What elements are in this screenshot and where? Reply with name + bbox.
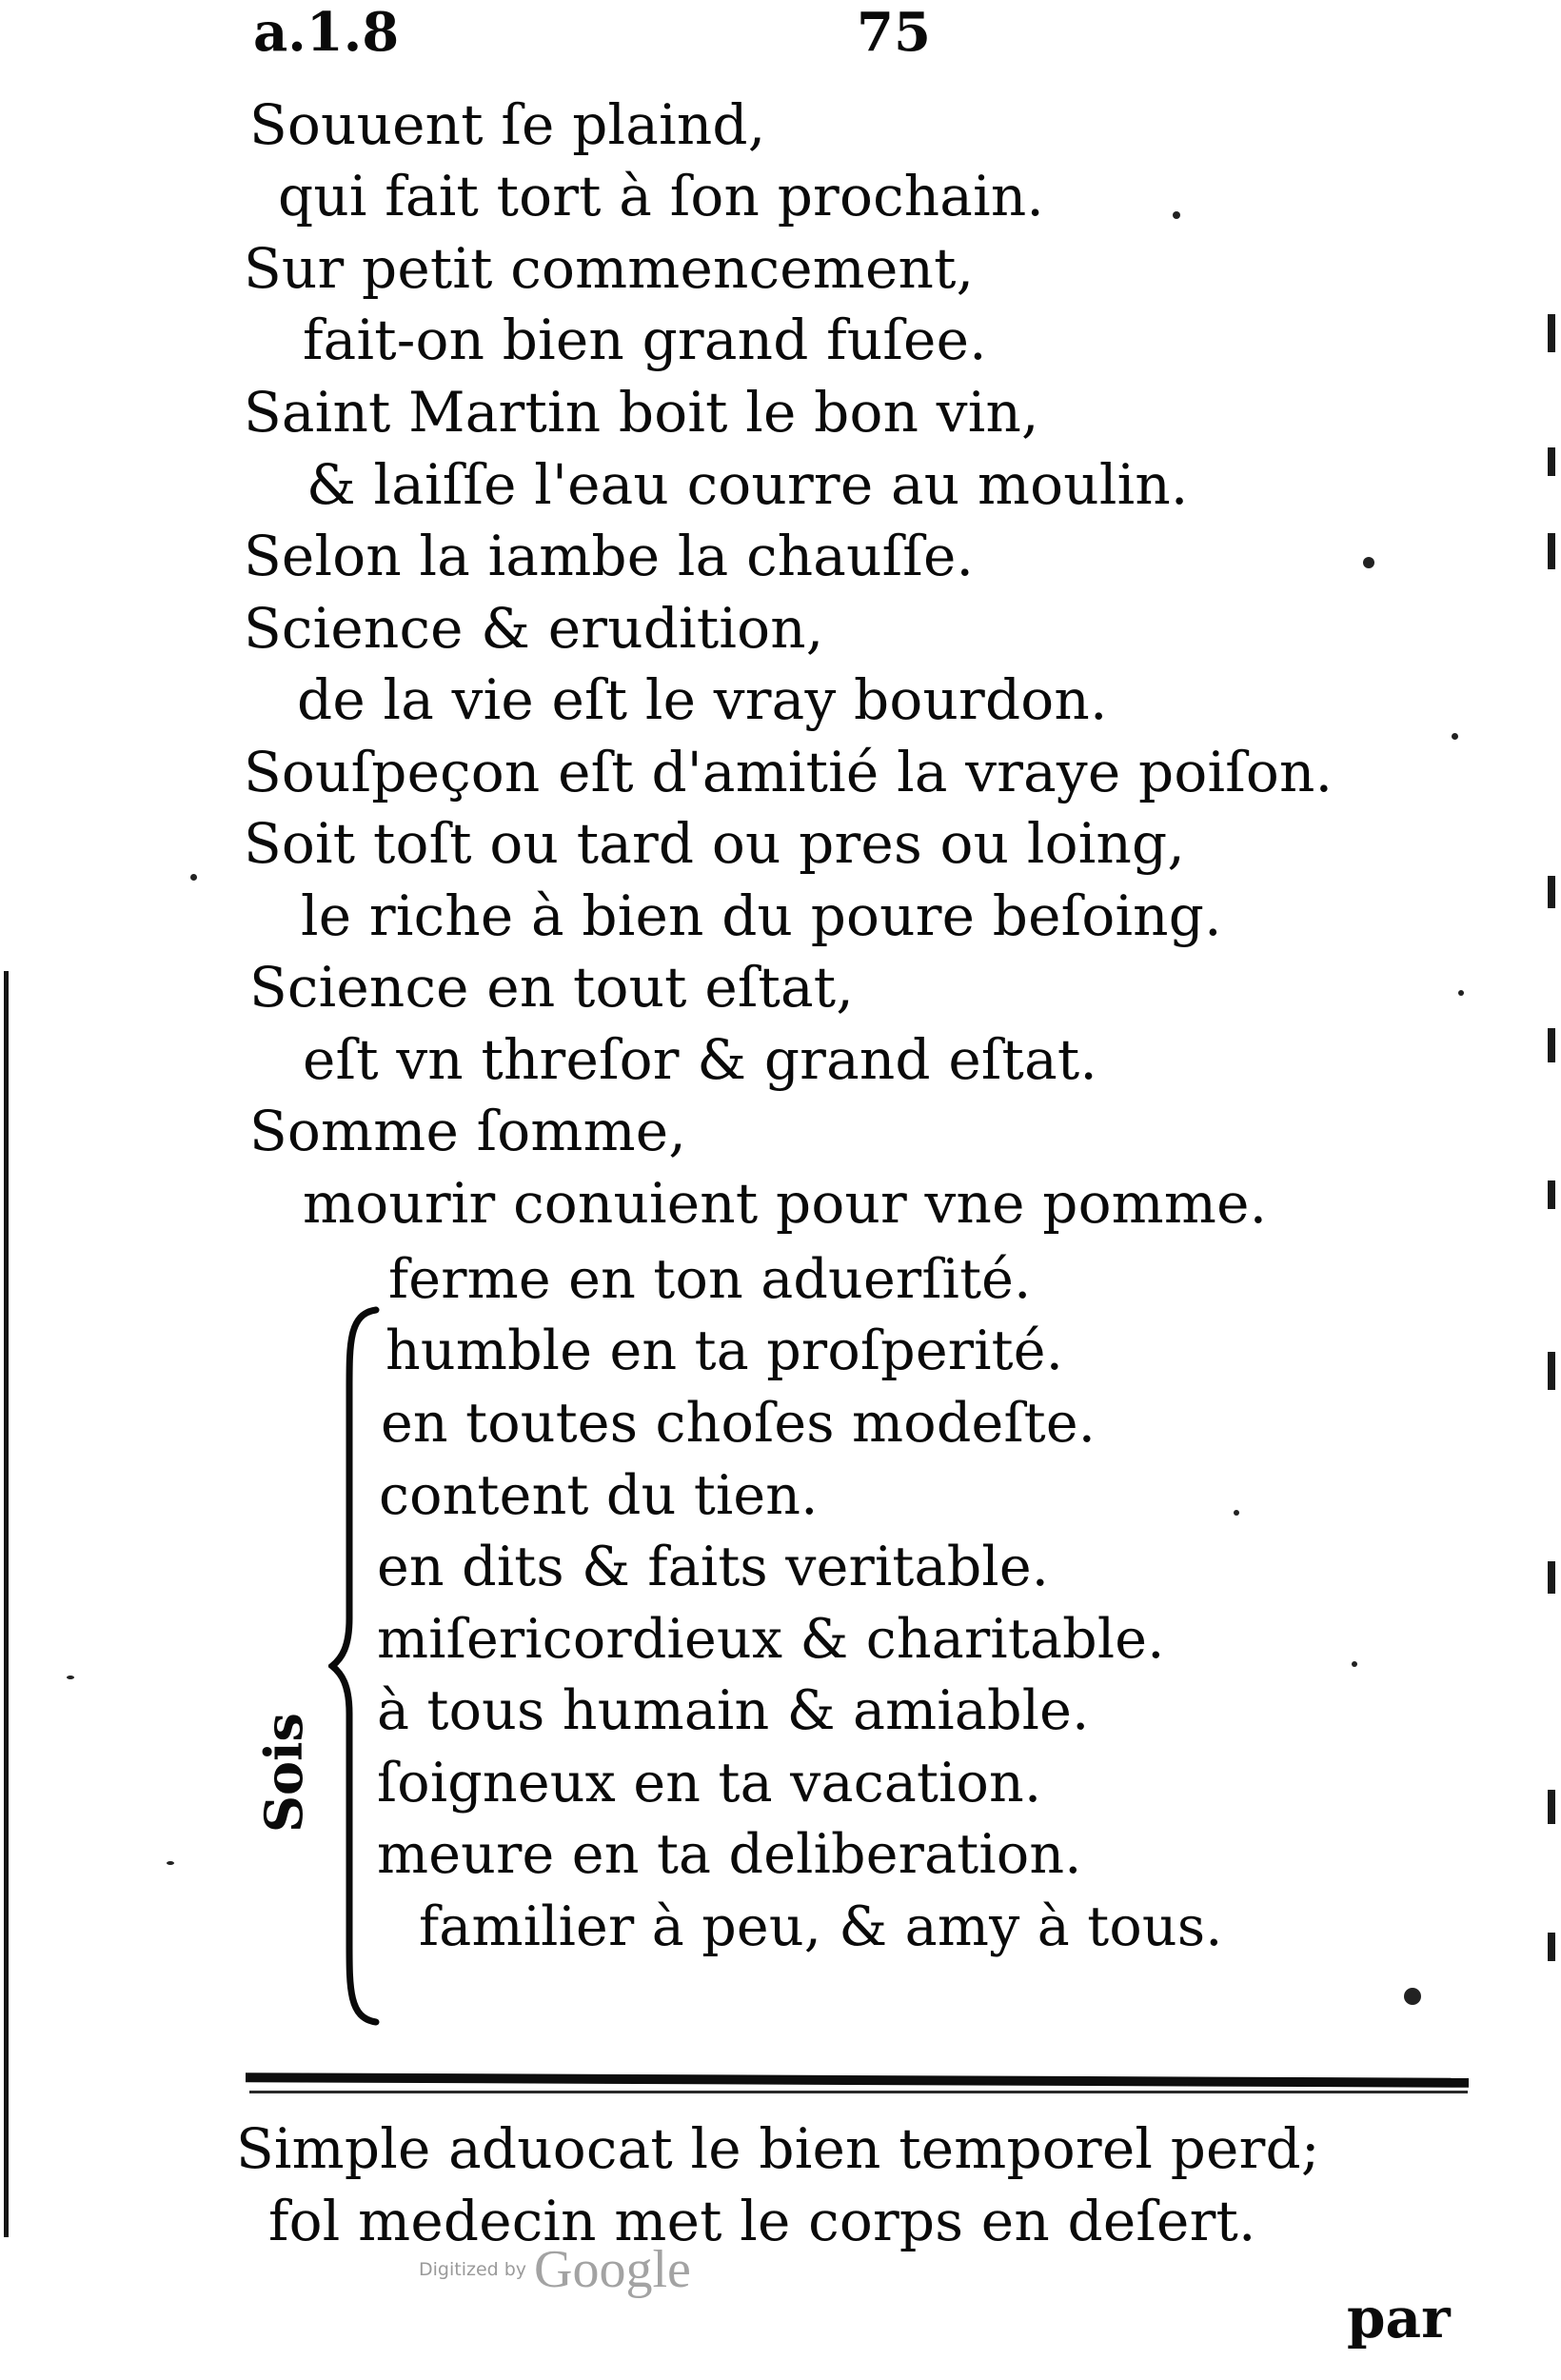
ink-speck	[1363, 557, 1374, 568]
proverb-line: de la vie eſt le vray bourdon.	[297, 667, 1108, 732]
folio-number: 75	[857, 1, 931, 64]
section-rule	[246, 2073, 1469, 2088]
ink-speck	[1173, 211, 1180, 219]
section-rule-thin	[249, 2091, 1468, 2093]
proverb-line: Souſpeçon eſt d'amitié la vraye poiſon.	[244, 740, 1334, 804]
proverb-line: qui fait tort à ſon prochain.	[278, 164, 1045, 228]
adjacent-page-fragment	[1548, 1028, 1555, 1062]
proverb-line: Sur petit commencement,	[244, 236, 975, 301]
watermark-prefix: Digitized by	[419, 2259, 527, 2280]
brace-item: ferme en ton aduerſité.	[388, 1248, 1032, 1311]
proverb-line: eſt vn threſor & grand eſtat.	[303, 1027, 1097, 1092]
ink-speck	[190, 874, 197, 881]
catchword: par	[1347, 2286, 1451, 2350]
proverb-line: le riche à bien du poure beſoing.	[301, 883, 1222, 948]
binding-edge	[4, 971, 9, 2237]
brace-label: Sois	[253, 1713, 314, 1833]
proverb-line: Souuent ſe plaind,	[249, 92, 766, 157]
brace-item: humble en ta proſperité.	[385, 1319, 1064, 1382]
proverb-line: Selon la iambe la chauſſe.	[244, 524, 975, 588]
brace-item: à tous humain & amiable.	[377, 1679, 1090, 1742]
brace-item: content du tien.	[379, 1464, 819, 1527]
digitization-watermark	[419, 2239, 691, 2306]
adjacent-page-fragment	[1548, 1933, 1555, 1961]
brace-item: en dits & faits veritable.	[377, 1536, 1050, 1598]
proverb-line: mourir conuient pour vne pomme.	[303, 1171, 1268, 1236]
brace-item: familier à peu, & amy à tous.	[419, 1895, 1223, 1958]
adjacent-page-fragment	[1548, 1561, 1555, 1594]
adjacent-page-fragment	[1548, 1180, 1555, 1209]
proverb-line: Saint Martin boit le bon vin,	[244, 380, 1039, 445]
ink-speck	[1352, 1661, 1357, 1667]
proverb-line: Somme ſomme,	[249, 1099, 686, 1163]
adjacent-page-fragment	[1548, 1790, 1555, 1824]
proverb-line: Science & erudition,	[244, 596, 824, 661]
signature-mark: a.1.8	[253, 1, 400, 64]
brace-item: en toutes choſes modeſte.	[381, 1392, 1097, 1455]
proverb-line: fait-on bien grand fuſee.	[303, 307, 987, 372]
ink-speck	[67, 1676, 74, 1679]
page-header	[0, 0, 1561, 76]
proverb-line: Soit toſt ou tard ou pres ou loing,	[244, 811, 1186, 876]
ink-speck	[1458, 990, 1464, 996]
proverb-line: fol medecin met le corps en deſert.	[268, 2189, 1256, 2253]
proverb-line: & laiſſe l'eau courre au moulin.	[306, 452, 1189, 517]
brace-item: meure en ta deliberation.	[377, 1823, 1082, 1886]
proverb-line: Simple aduocat le bien temporel perd;	[236, 2116, 1320, 2181]
adjacent-page-fragment	[1548, 447, 1555, 476]
adjacent-page-fragment	[1548, 876, 1555, 908]
proverb-line: Science en tout eſtat,	[249, 955, 854, 1020]
ink-speck	[1404, 1988, 1421, 2005]
ink-speck	[167, 1861, 174, 1865]
brace-item: miſericordieux & charitable.	[377, 1608, 1165, 1671]
ink-speck	[1452, 733, 1458, 740]
ink-speck	[1234, 1510, 1239, 1516]
adjacent-page-fragment	[1548, 1352, 1555, 1390]
adjacent-page-fragment	[1548, 314, 1555, 352]
adjacent-page-fragment	[1548, 533, 1555, 569]
brace-item: ſoigneux en ta vacation.	[377, 1752, 1042, 1815]
google-logo: Google	[534, 2240, 691, 2299]
